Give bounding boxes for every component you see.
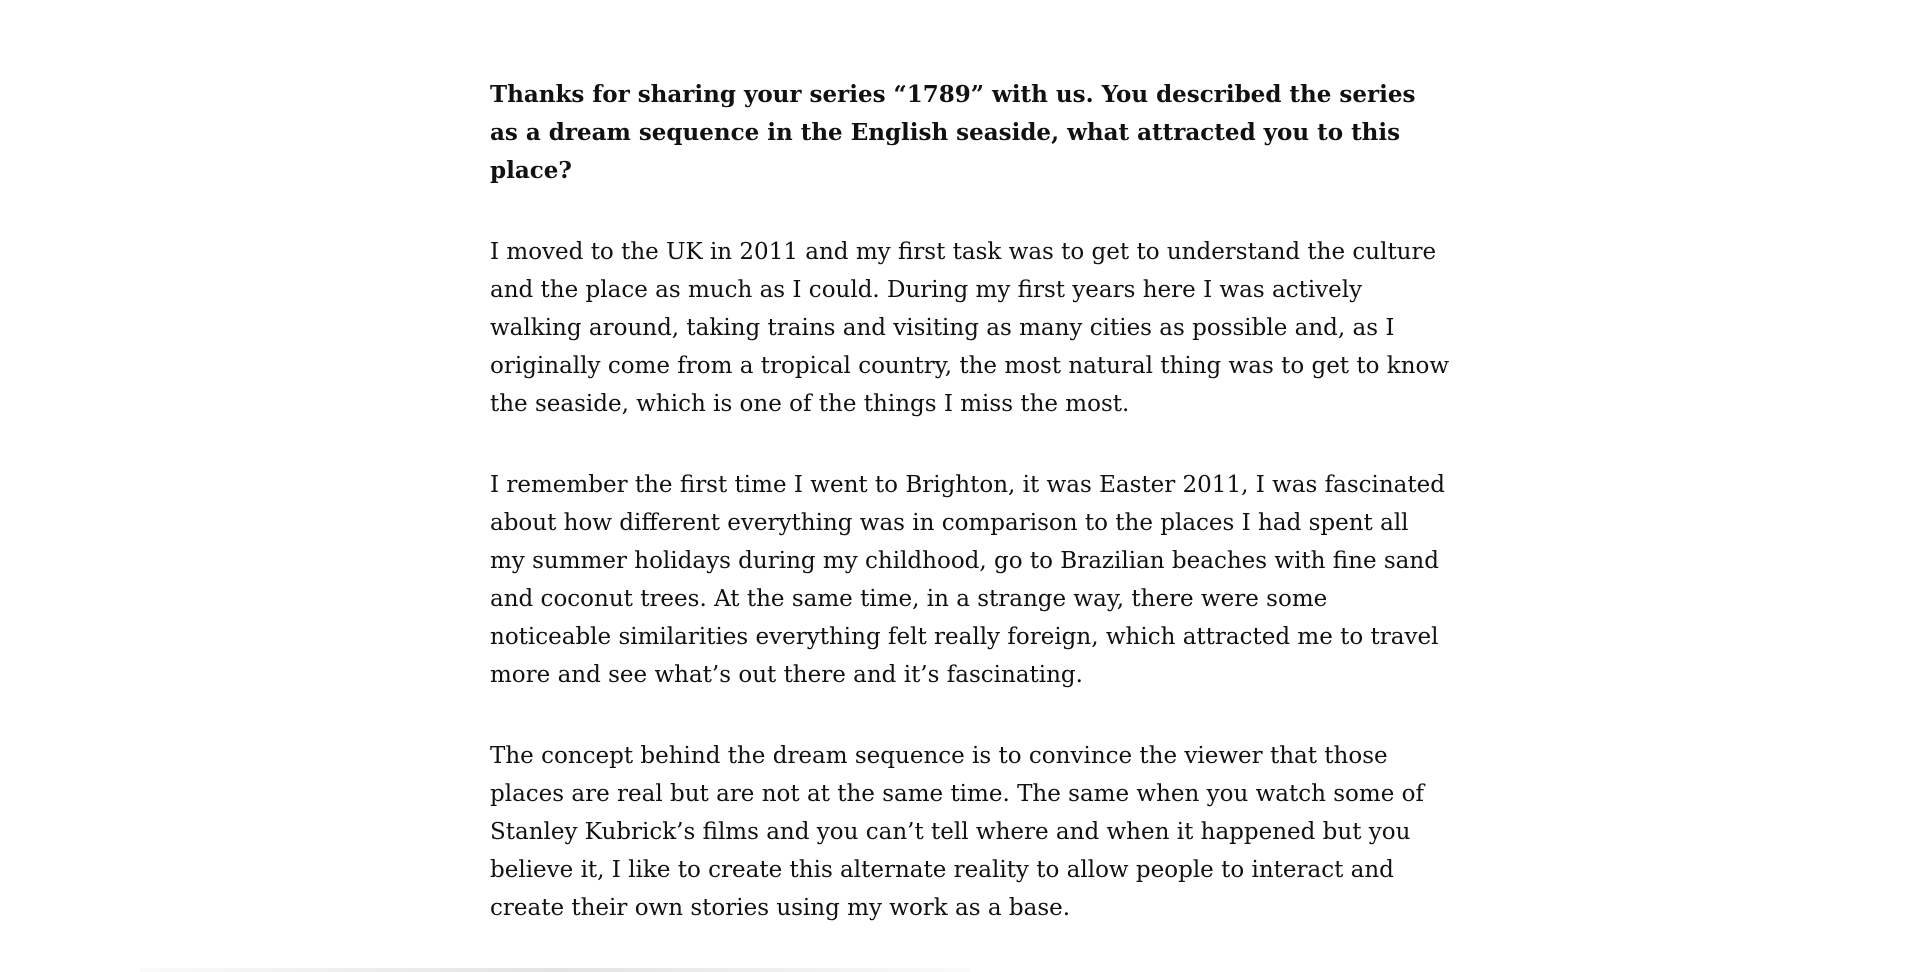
article-body (490, 76, 1450, 970)
answer-paragraph: The concept behind the dream sequence is to convince the viewer that those places are real but are not at the same time. The same when you watch some of Stanley Kubrick’s films and you can’t tell where and when it happened but you believe it, I like to create this alternate reality to allow people to interact and create their own stories using my work as a base. (490, 743, 1424, 921)
image-top-edge (140, 968, 970, 972)
answer-paragraph: I remember the first time I went to Brighton, it was Easter 2011, I was fascinated about how different everything was in comparison to the places I had spent all my summer holidays during my childhood, go to Brazilian beaches with fine sand and coconut trees. At the same time, in a strange way, there were some noticeable similarities everything felt really foreign, which attracted me to travel more and see what’s out there and it’s fascinating. (490, 472, 1445, 688)
answer-paragraph: I moved to the UK in 2011 and my first task was to get to understand the culture and the place as much as I could. During my first years here I was actively walking around, taking trains and visiting as many cities as possible and, as I originally come from a tropical country, the most natural thing was to get to know the seaside, which is one of the things I miss the most. (490, 239, 1450, 417)
interview-question: Thanks for sharing your series “1789” with us. You described the series as a dream sequence in the English seaside, what attracted you to this place? (490, 81, 1416, 184)
